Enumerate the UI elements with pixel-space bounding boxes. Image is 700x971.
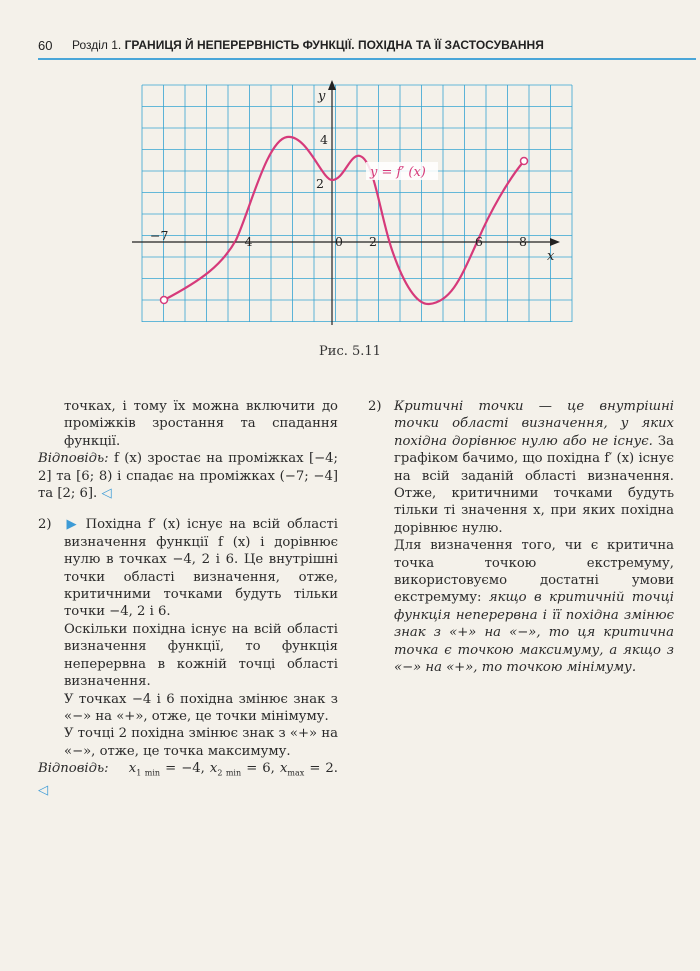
end-marker-icon: ◁ bbox=[101, 486, 112, 502]
answer-1 bbox=[38, 450, 338, 502]
extremum-paragraph bbox=[368, 537, 674, 676]
page-number: 60 bbox=[38, 38, 53, 53]
continuity-paragraph: Оскільки похідна існує на всій області визначення функції, то функція неперервна в кожній точці області визначення. bbox=[64, 621, 338, 690]
extremum-rule: якщо в критичній точці функція неперервна і її похідна змінює знак з «+» на «−», то ця критична точка є точкою максимуму, а якщо з «−» на «+», то точкою мінімуму. bbox=[394, 590, 674, 676]
tick-x-6: 6 bbox=[475, 234, 483, 249]
header-rule bbox=[38, 58, 696, 60]
section-title bbox=[72, 38, 544, 52]
item-2-right-text: За графіком бачимо, що похідна f′ (x) існує на всій заданій області визначення. Отже, критичними точками будуть тільки ті значення x, при яких похідна дорівнює нулю. bbox=[394, 433, 674, 536]
answer-2 bbox=[38, 760, 338, 799]
tick-x-0: 0 bbox=[335, 234, 343, 249]
left-paragraph-1: точках, і тому їх можна включити до проміжків зростання та спадання функції. bbox=[64, 399, 338, 449]
derivative-curve bbox=[164, 137, 524, 304]
answer-2-x3-val: = 2. bbox=[309, 761, 338, 777]
extremum-intro: Для визначення того, чи є критична точка точкою екстремуму, використовуємо достатні умови екстремуму: bbox=[394, 538, 674, 606]
tick-x-minus7: −7 bbox=[150, 228, 169, 243]
answer-2-x1-val: = −4, bbox=[165, 761, 205, 777]
start-marker-icon: ▶ bbox=[64, 517, 80, 533]
x-axis-arrow bbox=[550, 238, 560, 246]
tick-x-2: 2 bbox=[369, 234, 377, 249]
left-column bbox=[38, 398, 338, 800]
answer-2-x1: x bbox=[128, 761, 137, 777]
x-axis-label: x bbox=[547, 249, 555, 264]
tick-x-8: 8 bbox=[519, 234, 527, 249]
answer-1-text: f (x) зростає на проміжках [−4; 2] та [6; 8) і спадає на проміжках (−7; −4] та [2; 6]. bbox=[38, 451, 338, 502]
item-2-text: Похідна f′ (x) існує на всій області визначення функції f (x) і дорівнює нулю в точках −4, 2 і 6. Це внутрішні точки області визначення, отже, критичними точками будуть тільки точки −4, 2 і 6. bbox=[64, 517, 338, 620]
tick-x-minus4: −4 bbox=[234, 234, 253, 249]
answer-2-x2-sub: 2 min bbox=[217, 768, 242, 778]
page-header bbox=[38, 34, 678, 58]
item-2-number: 2) bbox=[38, 517, 52, 533]
answer-2-x3: x bbox=[279, 761, 288, 777]
answer-2-x1-sub: 1 min bbox=[136, 768, 161, 778]
y-axis-label: y bbox=[318, 89, 326, 104]
derivative-graph bbox=[132, 80, 582, 325]
grid bbox=[142, 85, 572, 322]
answer-2-label: Відповідь: bbox=[38, 761, 109, 777]
answer-2-x2: x bbox=[209, 761, 218, 777]
curve-label: y = f′ (x) bbox=[370, 165, 426, 180]
section-name: ГРАНИЦЯ Й НЕПЕРЕРВНІСТЬ ФУНКЦІЇ. ПОХІДНА ТА ЇЇ ЗАСТОСУВАННЯ bbox=[124, 38, 544, 52]
end-marker-icon: ◁ bbox=[38, 783, 49, 799]
tick-y-2: 2 bbox=[316, 176, 324, 191]
minimum-paragraph: У точках −4 і 6 похідна змінює знак з «−» на «+», отже, це точки мінімуму. bbox=[64, 691, 338, 724]
item-2-left bbox=[38, 516, 338, 620]
critical-points-definition: Критичні точки — це внутрішні точки області визначення, у яких похідна дорівнює нулю або не існує. bbox=[394, 399, 674, 449]
open-endpoint-left bbox=[161, 297, 168, 304]
tick-y-4: 4 bbox=[320, 132, 328, 147]
open-endpoint-right bbox=[521, 158, 528, 165]
item-2-right-number: 2) bbox=[368, 399, 382, 414]
right-column bbox=[368, 398, 674, 677]
section-prefix: Розділ 1. bbox=[72, 38, 122, 52]
answer-1-label: Відповідь: bbox=[38, 451, 109, 467]
item-2-right bbox=[368, 398, 674, 537]
answer-2-x3-sub: max bbox=[287, 768, 305, 778]
answer-2-x2-val: = 6, bbox=[246, 761, 275, 777]
figure-caption: Рис. 5.11 bbox=[319, 344, 381, 359]
maximum-paragraph: У точці 2 похідна змінює знак з «+» на «−», отже, це точка максимуму. bbox=[64, 726, 338, 759]
